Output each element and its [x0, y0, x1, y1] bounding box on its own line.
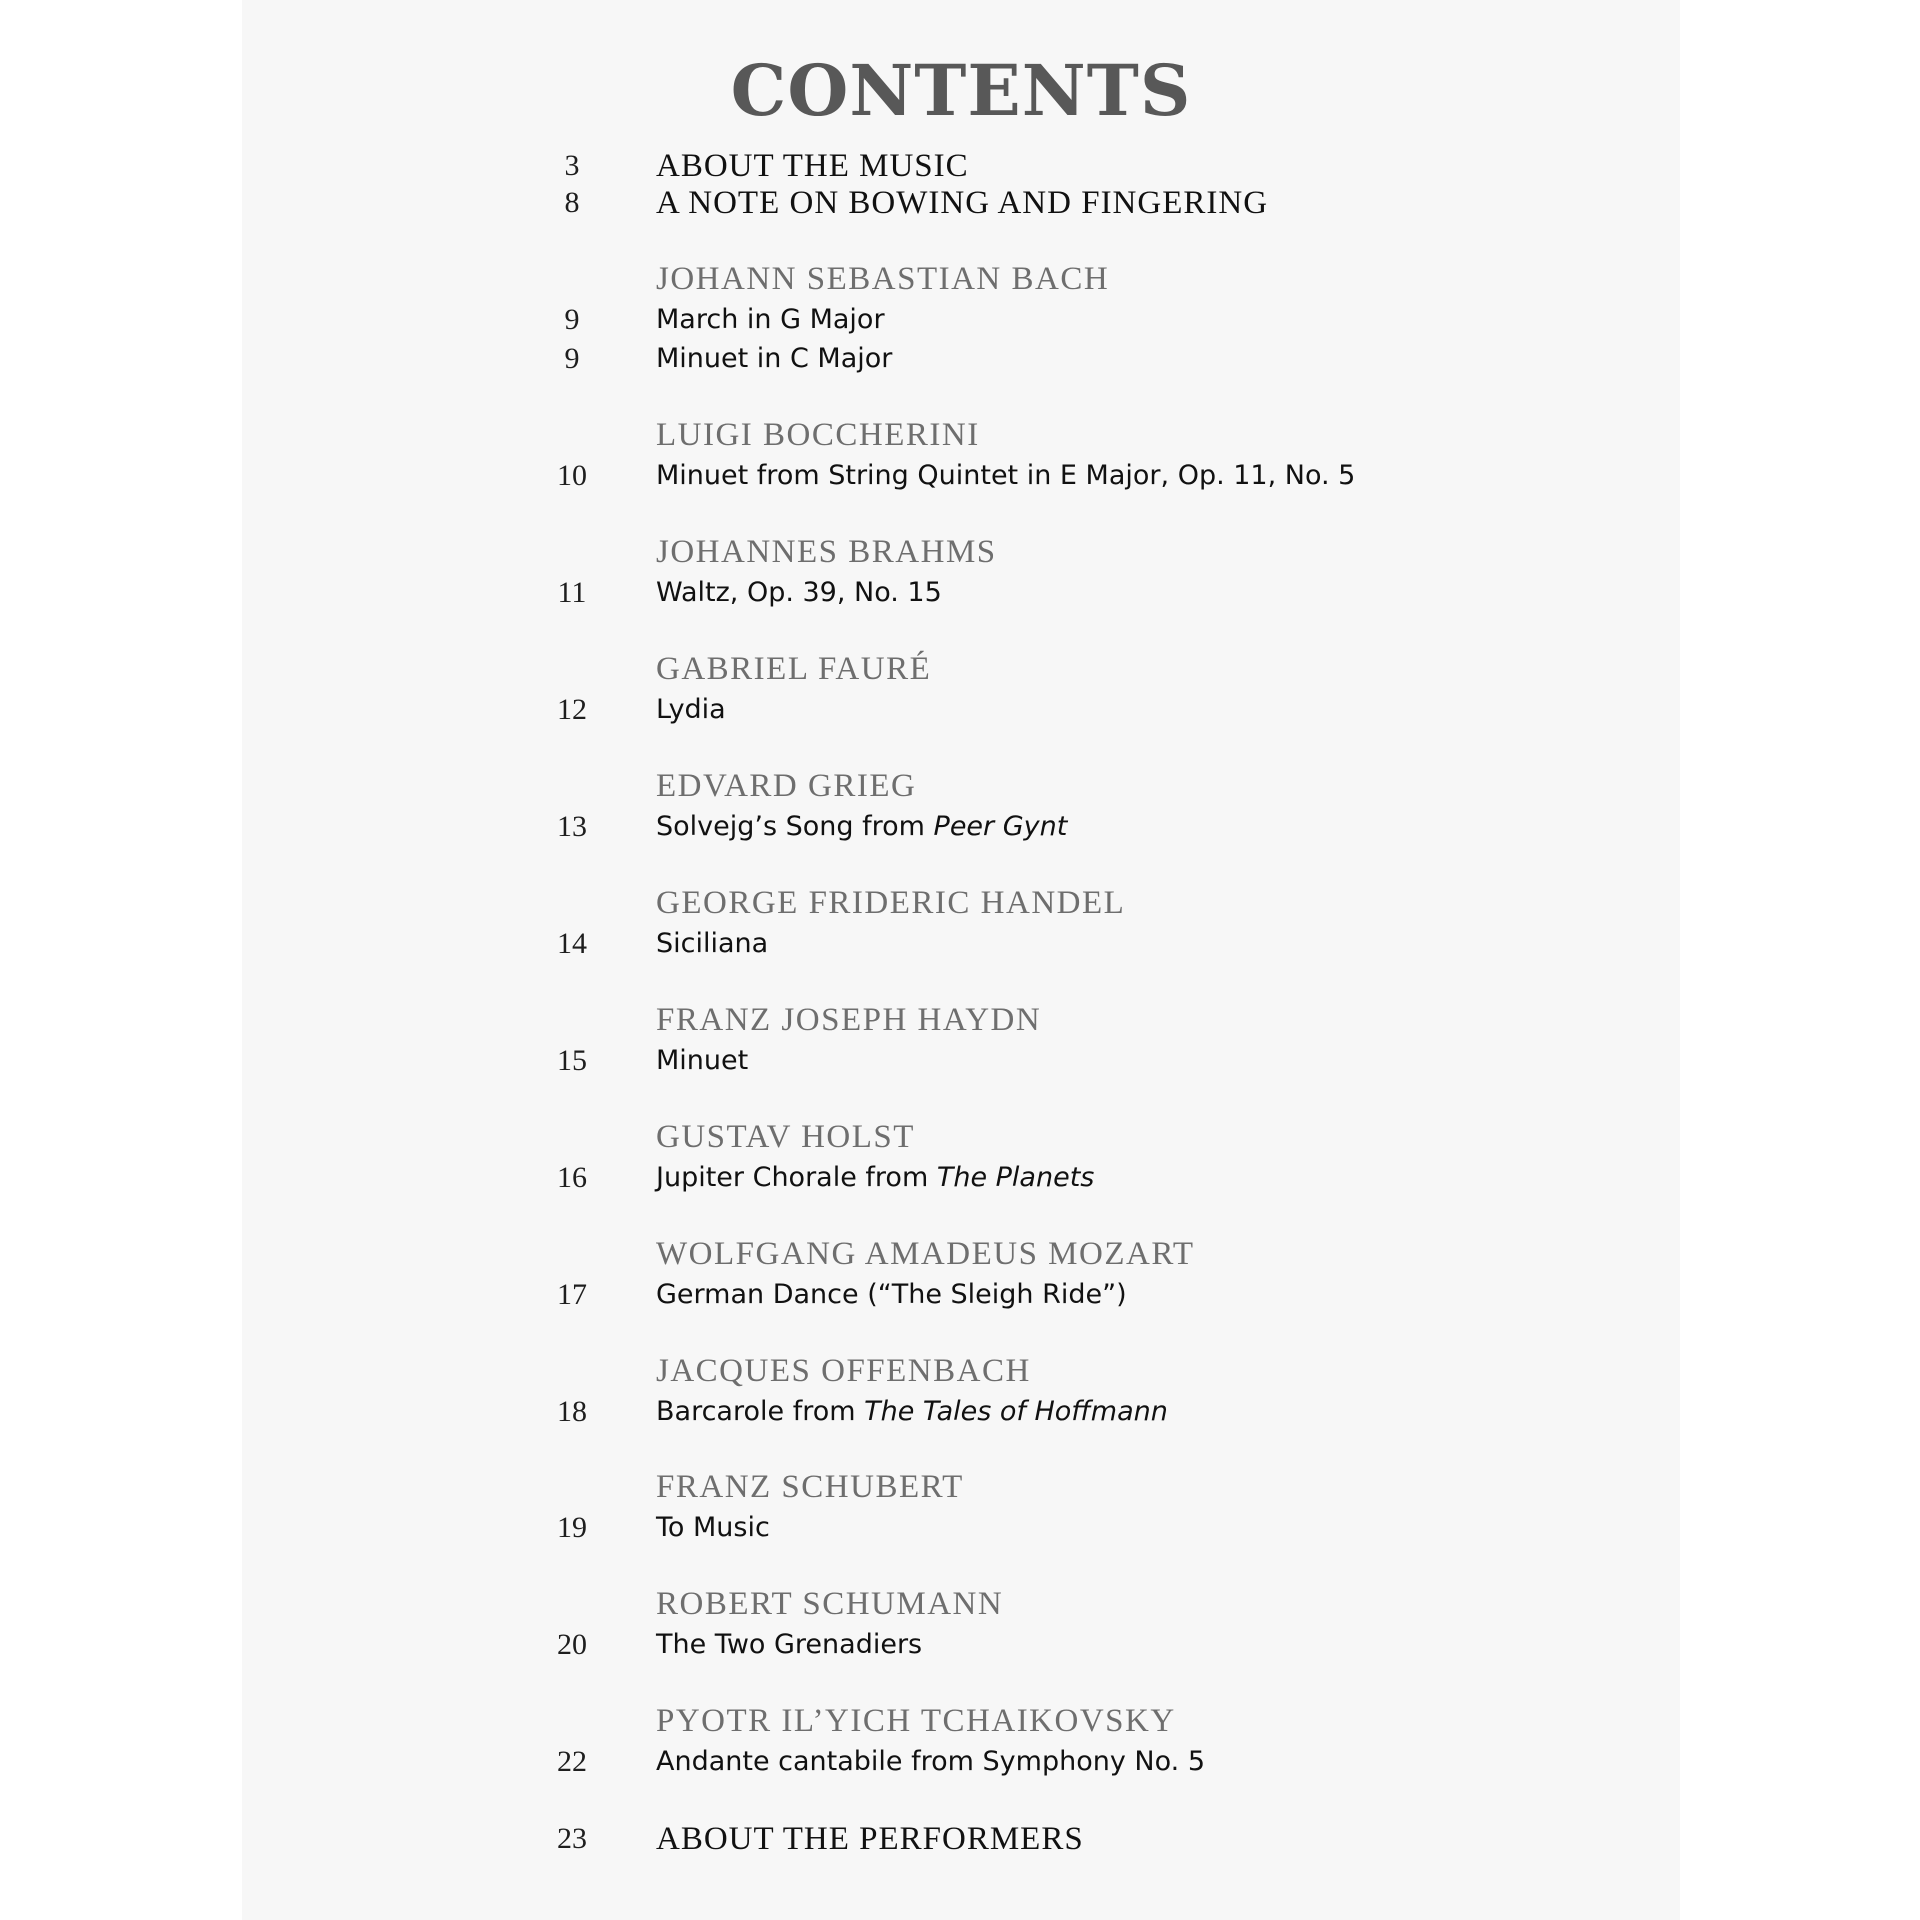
page-number: 16 [557, 1161, 587, 1194]
toc-entry [242, 807, 1680, 847]
work-title: Jupiter Chorale from The Planets [656, 1162, 1095, 1193]
toc-entry [242, 924, 1680, 964]
page-number: 20 [557, 1628, 587, 1661]
work-title: Waltz, Op. 39, No. 15 [656, 577, 942, 608]
section-title: ABOUT THE PERFORMERS [656, 1821, 1084, 1857]
toc-entry [242, 1819, 1680, 1859]
composer-heading [242, 883, 1680, 923]
composer-name: EDVARD GRIEG [656, 768, 917, 804]
work-title: Minuet from String Quintet in E Major, Op. 11, No. 5 [656, 460, 1356, 491]
composer-heading [242, 415, 1680, 455]
page-number: 22 [557, 1745, 587, 1778]
toc-entry [242, 1742, 1680, 1782]
toc-entry [242, 146, 1680, 186]
toc-entry [242, 456, 1680, 496]
work-title: Solvejg’s Song from Peer Gynt [656, 811, 1068, 842]
section-title: A NOTE ON BOWING AND FINGERING [656, 185, 1269, 221]
composer-heading [242, 1584, 1680, 1624]
composer-name: GUSTAV HOLST [656, 1119, 915, 1155]
page-number: 17 [557, 1278, 587, 1311]
work-title: Minuet in C Major [656, 343, 893, 374]
toc-entry [242, 339, 1680, 379]
composer-heading [242, 649, 1680, 689]
page-number: 18 [557, 1395, 587, 1428]
work-title: Minuet [656, 1045, 749, 1076]
toc-entry [242, 1392, 1680, 1432]
page-number: 13 [557, 810, 587, 843]
composer-name: ROBERT SCHUMANN [656, 1586, 1004, 1622]
composer-heading [242, 1701, 1680, 1741]
toc-entry [242, 573, 1680, 613]
work-title: To Music [656, 1512, 770, 1543]
composer-name: GEORGE FRIDERIC HANDEL [656, 885, 1126, 921]
composer-name: PYOTR IL’YICH TCHAIKOVSKY [656, 1703, 1176, 1739]
composer-name: LUIGI BOCCHERINI [656, 417, 980, 453]
page-number: 10 [557, 459, 587, 492]
work-title: Andante cantabile from Symphony No. 5 [656, 1746, 1205, 1777]
composer-heading [242, 1467, 1680, 1507]
toc-entry [242, 1625, 1680, 1665]
work-title: German Dance (“The Sleigh Ride”) [656, 1279, 1127, 1310]
toc-entry [242, 1275, 1680, 1315]
toc-entry [242, 1041, 1680, 1081]
composer-heading [242, 1117, 1680, 1157]
composer-heading [242, 259, 1680, 299]
work-title: Barcarole from The Tales of Hoffmann [656, 1396, 1168, 1427]
toc-entry [242, 690, 1680, 730]
page-number: 9 [564, 303, 580, 336]
work-title-italic: The Planets [936, 1162, 1095, 1193]
page-number: 9 [564, 342, 580, 375]
page-number: 12 [557, 693, 587, 726]
work-title: Siciliana [656, 928, 769, 959]
section-title: ABOUT THE MUSIC [656, 148, 969, 184]
page-number: 14 [557, 927, 587, 960]
composer-name: FRANZ JOSEPH HAYDN [656, 1002, 1042, 1038]
composer-name: JOHANN SEBASTIAN BACH [656, 261, 1110, 297]
work-title: Lydia [656, 694, 726, 725]
composer-heading [242, 766, 1680, 806]
composer-heading [242, 1351, 1680, 1391]
page-number: 15 [557, 1044, 587, 1077]
page-title: CONTENTS [730, 49, 1192, 132]
toc-entry [242, 1158, 1680, 1198]
composer-name: JOHANNES BRAHMS [656, 534, 997, 570]
composer-name: FRANZ SCHUBERT [656, 1469, 964, 1505]
composer-heading [242, 1000, 1680, 1040]
composer-heading [242, 1234, 1680, 1274]
composer-name: WOLFGANG AMADEUS MOZART [656, 1236, 1195, 1272]
work-title: March in G Major [656, 304, 885, 335]
work-title: The Two Grenadiers [656, 1629, 923, 1660]
work-title-italic: The Tales of Hoffmann [864, 1396, 1168, 1427]
page-number: 23 [557, 1822, 587, 1855]
work-title-italic: Peer Gynt [933, 811, 1068, 842]
document-page [242, 0, 1680, 1920]
page-number: 11 [557, 576, 587, 609]
composer-name: GABRIEL FAURÉ [656, 651, 932, 687]
toc-entry [242, 1508, 1680, 1548]
page-number: 19 [557, 1511, 587, 1544]
toc-entry [242, 300, 1680, 340]
page-number: 8 [564, 186, 580, 219]
toc-entry [242, 183, 1680, 223]
page-number: 3 [564, 149, 580, 182]
composer-heading [242, 532, 1680, 572]
table-of-contents [242, 0, 1680, 1920]
composer-name: JACQUES OFFENBACH [656, 1353, 1031, 1389]
